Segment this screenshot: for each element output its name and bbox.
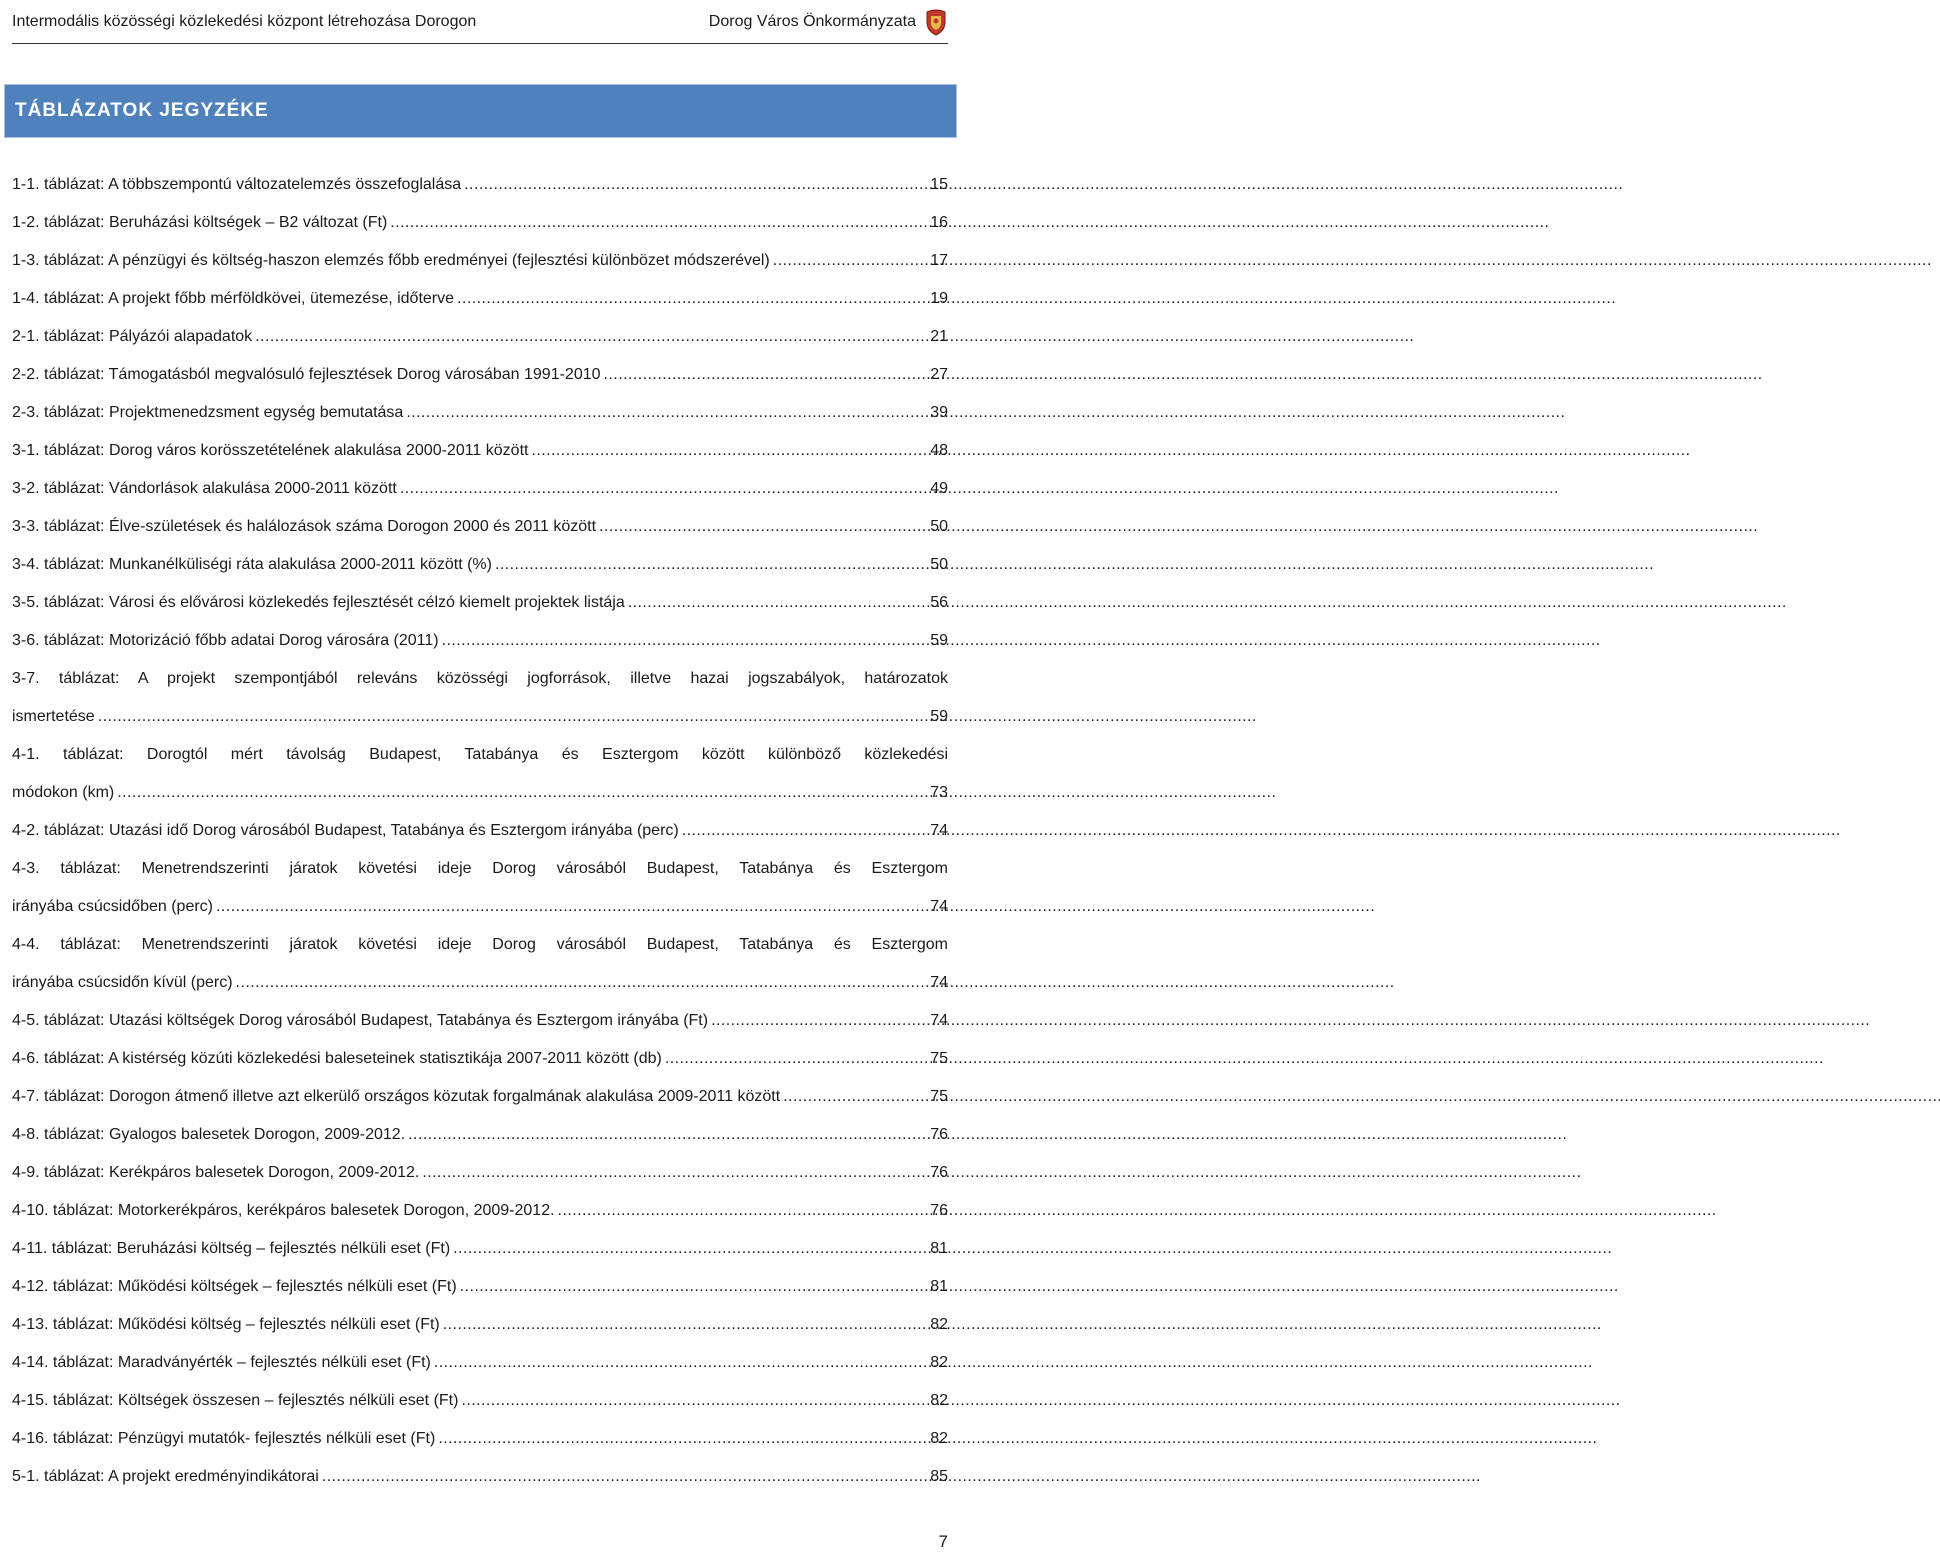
organization-name: Dorog Város Önkormányzata	[708, 12, 916, 30]
dot-leader	[773, 242, 927, 280]
toc-entry-title: irányába csúcsidőn kívül (perc)	[12, 974, 233, 991]
toc-entry[interactable]	[12, 850, 948, 926]
dot-leader	[558, 1192, 928, 1230]
toc-entry-title: 4-11. táblázat: Beruházási költség – fejlesztés nélküli eset (Ft)	[12, 1240, 451, 1257]
toc-entry-page: 56	[930, 594, 948, 611]
toc-entry-page: 39	[930, 404, 948, 421]
toc-entry[interactable]	[12, 1078, 948, 1116]
toc-entry-line	[12, 318, 948, 356]
toc-entry[interactable]	[12, 166, 948, 204]
dot-leader	[438, 1420, 927, 1458]
toc-entry-title: módokon (km)	[12, 784, 115, 801]
dot-leader	[682, 812, 927, 850]
toc-entry[interactable]	[12, 926, 948, 1002]
toc-entry-title: 1-2. táblázat: Beruházási költségek – B2 változat (Ft)	[12, 214, 388, 231]
toc-entry-first-line: 4-3. táblázat: Menetrendszerinti járatok követési ideje Dorog városából Budapest, Tatabánya és Esztergom	[12, 860, 948, 877]
toc-entry-page: 48	[930, 442, 948, 459]
toc-entry-title: 1-4. táblázat: A projekt főbb mérföldkövei, ütemezése, időterve	[12, 290, 455, 307]
dot-leader	[495, 546, 927, 584]
toc-entry-title: 3-3. táblázat: Élve-születések és halálozások száma Dorogon 2000 és 2011 között	[12, 518, 597, 535]
toc-entry[interactable]	[12, 318, 948, 356]
toc-entry[interactable]	[12, 1268, 948, 1306]
toc-entry-line	[12, 964, 948, 1002]
toc-entry-line	[12, 1192, 948, 1230]
toc-entry-line	[12, 1268, 948, 1306]
toc-entry-page: 82	[930, 1392, 948, 1409]
toc-entry[interactable]	[12, 1420, 948, 1458]
toc-entry-page: 59	[930, 632, 948, 649]
toc-entry-title: 3-6. táblázat: Motorizáció főbb adatai Dorog városára (2011)	[12, 632, 439, 649]
toc-entry-page: 75	[930, 1050, 948, 1067]
toc-entry-line	[12, 394, 948, 432]
toc-entry-line	[12, 242, 948, 280]
toc-entry-title: 2-3. táblázat: Projektmenedzsment egység bemutatása	[12, 404, 404, 421]
toc-entry-line	[12, 204, 948, 242]
toc-entry-title: 4-2. táblázat: Utazási idő Dorog városából Budapest, Tatabánya és Esztergom irányába (perc)	[12, 822, 679, 839]
toc-entry-page: 74	[930, 898, 948, 915]
dot-leader	[442, 622, 928, 660]
toc-entry-title: 2-1. táblázat: Pályázói alapadatok	[12, 328, 253, 345]
toc-entry[interactable]	[12, 660, 948, 736]
toc-entry-page: 27	[930, 366, 948, 383]
toc-entry-title: 2-2. táblázat: Támogatásból megvalósuló fejlesztések Dorog városában 1991-2010	[12, 366, 601, 383]
toc-entry-title: 4-7. táblázat: Dorogon átmenő illetve azt elkerülő országos közutak forgalmának alakulása 2009-2011 között	[12, 1088, 781, 1105]
toc-entry-title: 4-14. táblázat: Maradványérték – fejlesztés nélküli eset (Ft)	[12, 1354, 431, 1371]
toc-entry-title: 4-8. táblázat: Gyalogos balesetek Dorogon, 2009-2012.	[12, 1126, 406, 1143]
toc-entry-page: 76	[930, 1126, 948, 1143]
toc-entry-page: 59	[930, 708, 948, 725]
toc-entry-title: 3-4. táblázat: Munkanélküliségi ráta alakulása 2000-2011 között (%)	[12, 556, 492, 573]
toc-entry-first-line: 4-4. táblázat: Menetrendszerinti járatok követési ideje Dorog városából Budapest, Tatabánya és Esztergom	[12, 936, 948, 953]
toc-entry-page: 81	[930, 1278, 948, 1295]
toc-entry-page: 82	[930, 1316, 948, 1333]
toc-entry-line	[12, 166, 948, 204]
dot-leader	[406, 394, 927, 432]
dot-leader	[236, 964, 928, 1002]
toc-entry-page: 17	[930, 252, 948, 269]
toc-entry-first-line: 4-1. táblázat: Dorogtól mért távolság Budapest, Tatabánya és Esztergom között különböző közlekedési	[12, 746, 948, 763]
toc-entry-line	[12, 1344, 948, 1382]
toc-entry-title: 3-1. táblázat: Dorog város korösszetételének alakulása 2000-2011 között	[12, 442, 529, 459]
section-banner	[4, 84, 957, 138]
toc-entry-line	[12, 622, 948, 660]
toc-entry-title: 4-9. táblázat: Kerékpáros balesetek Dorogon, 2009-2012.	[12, 1164, 420, 1181]
toc-entry[interactable]	[12, 736, 948, 812]
toc-entry-line	[12, 1420, 948, 1458]
toc-entry-page: 16	[930, 214, 948, 231]
toc-entry-line	[12, 432, 948, 470]
toc-entry-line	[12, 1078, 948, 1116]
toc-entry[interactable]	[12, 1306, 948, 1344]
toc-entry[interactable]	[12, 470, 948, 508]
toc-entry[interactable]	[12, 356, 948, 394]
toc-entry[interactable]	[12, 1154, 948, 1192]
toc-entry[interactable]	[12, 508, 948, 546]
toc-entry-first-line: 3-7. táblázat: A projekt szempontjából releváns közösségi jogforrások, illetve hazai jogszabályok, határozatok	[12, 670, 948, 687]
page-number: 7	[938, 1532, 948, 1551]
toc-entry[interactable]	[12, 546, 948, 584]
toc-entry[interactable]	[12, 394, 948, 432]
toc-entry-title: 4-10. táblázat: Motorkerékpáros, kerékpáros balesetek Dorogon, 2009-2012.	[12, 1202, 555, 1219]
page-header	[12, 0, 948, 44]
dot-leader	[453, 1230, 927, 1268]
toc-entry[interactable]	[12, 1382, 948, 1420]
toc-entry[interactable]	[12, 242, 948, 280]
toc-entry-page: 19	[930, 290, 948, 307]
toc-entry-page: 76	[930, 1202, 948, 1219]
dot-leader	[255, 318, 927, 356]
document-title: Intermodális közösségi közlekedési központ létrehozása Dorogon	[12, 12, 477, 30]
toc-entry-title: 4-6. táblázat: A kistérség közúti közlekedési baleseteinek statisztikája 2007-2011 között (db)	[12, 1050, 662, 1067]
toc-entry[interactable]	[12, 584, 948, 622]
toc-entry-line	[12, 1002, 948, 1040]
dot-leader	[390, 204, 927, 242]
toc-entry-title: 4-16. táblázat: Pénzügyi mutatók- fejlesztés nélküli eset (Ft)	[12, 1430, 436, 1447]
toc-entry[interactable]	[12, 1192, 948, 1230]
toc-entry-page: 50	[930, 556, 948, 573]
dot-leader	[457, 280, 927, 318]
toc-entry-title: 3-2. táblázat: Vándorlások alakulása 2000-2011 között	[12, 480, 397, 497]
toc-entry-line	[12, 1040, 948, 1078]
toc-entry[interactable]	[12, 1040, 948, 1078]
dot-leader	[628, 584, 927, 622]
toc-entry[interactable]	[12, 1344, 948, 1382]
coat-of-arms-icon	[924, 8, 948, 36]
toc-entry-line	[12, 1382, 948, 1420]
dot-leader	[322, 1458, 927, 1496]
toc-entry-page: 74	[930, 822, 948, 839]
section-title: TÁBLÁZATOK JEGYZÉKE	[15, 100, 269, 121]
header-right	[709, 8, 948, 36]
toc-entry-line	[12, 1116, 948, 1154]
dot-leader	[216, 888, 927, 926]
toc-entry-page: 74	[930, 974, 948, 991]
toc-entry-title: 3-5. táblázat: Városi és elővárosi közlekedés fejlesztését célzó kiemelt projektek listája	[12, 594, 625, 611]
toc-entry-line	[12, 546, 948, 584]
dot-leader	[434, 1344, 927, 1382]
toc-entry-page: 85	[930, 1468, 948, 1485]
toc-entry-line	[12, 470, 948, 508]
dot-leader	[461, 1382, 927, 1420]
toc-entry-line	[12, 888, 948, 926]
toc-entry-title: 4-5. táblázat: Utazási költségek Dorog városából Budapest, Tatabánya és Esztergom irányába (Ft)	[12, 1012, 709, 1029]
toc-entry[interactable]	[12, 1116, 948, 1154]
toc-entry-title: 4-12. táblázat: Működési költségek – fejlesztés nélküli eset (Ft)	[12, 1278, 457, 1295]
toc-entry-line	[12, 774, 948, 812]
toc-entry-page: 15	[930, 176, 948, 193]
toc-entry-title: irányába csúcsidőben (perc)	[12, 898, 213, 915]
toc-entry-page: 81	[930, 1240, 948, 1257]
toc-entry-line	[12, 812, 948, 850]
toc-entry[interactable]	[12, 1002, 948, 1040]
toc-entry-line	[12, 280, 948, 318]
toc-entry-page: 76	[930, 1164, 948, 1181]
toc-entry-page: 49	[930, 480, 948, 497]
dot-leader	[464, 166, 927, 204]
toc-entry-page: 82	[930, 1430, 948, 1447]
toc-entry-line	[12, 1230, 948, 1268]
toc-entry-page: 50	[930, 518, 948, 535]
dot-leader	[599, 508, 927, 546]
toc-entry-title: 4-13. táblázat: Működési költség – fejlesztés nélküli eset (Ft)	[12, 1316, 440, 1333]
dot-leader	[408, 1116, 927, 1154]
dot-leader	[783, 1078, 927, 1116]
toc-entry-title: 4-15. táblázat: Költségek összesen – fejlesztés nélküli eset (Ft)	[12, 1392, 459, 1409]
toc-entry-line	[12, 508, 948, 546]
toc-entry[interactable]	[12, 1458, 948, 1496]
toc-entry-line	[12, 1306, 948, 1344]
table-of-tables	[12, 166, 948, 1496]
toc-entry-title: 5-1. táblázat: A projekt eredményindikátorai	[12, 1468, 319, 1485]
toc-entry-title: 1-3. táblázat: A pénzügyi és költség-haszon elemzés főbb eredményei (fejlesztési különbözet módszerével)	[12, 252, 770, 269]
dot-leader	[460, 1268, 928, 1306]
toc-entry-line	[12, 1458, 948, 1496]
toc-entry-line	[12, 584, 948, 622]
dot-leader	[531, 432, 927, 470]
dot-leader	[604, 356, 928, 394]
dot-leader	[443, 1306, 927, 1344]
toc-entry-title: 1-1. táblázat: A többszempontú változatelemzés összefoglalása	[12, 176, 462, 193]
toc-entry-line	[12, 356, 948, 394]
dot-leader	[117, 774, 927, 812]
toc-entry-line	[12, 1154, 948, 1192]
dot-leader	[711, 1002, 927, 1040]
toc-entry[interactable]	[12, 204, 948, 242]
dot-leader	[98, 698, 928, 736]
dot-leader	[665, 1040, 927, 1078]
toc-entry[interactable]	[12, 280, 948, 318]
toc-entry-line	[12, 698, 948, 736]
toc-entry-page: 73	[930, 784, 948, 801]
toc-entry-page: 82	[930, 1354, 948, 1371]
toc-entry-page: 74	[930, 1012, 948, 1029]
toc-entry-title: ismertetése	[12, 708, 95, 725]
toc-entry[interactable]	[12, 812, 948, 850]
toc-entry-page: 75	[930, 1088, 948, 1105]
dot-leader	[400, 470, 927, 508]
toc-entry-page: 21	[930, 328, 948, 345]
toc-entry[interactable]	[12, 432, 948, 470]
toc-entry[interactable]	[12, 622, 948, 660]
toc-entry[interactable]	[12, 1230, 948, 1268]
dot-leader	[422, 1154, 927, 1192]
